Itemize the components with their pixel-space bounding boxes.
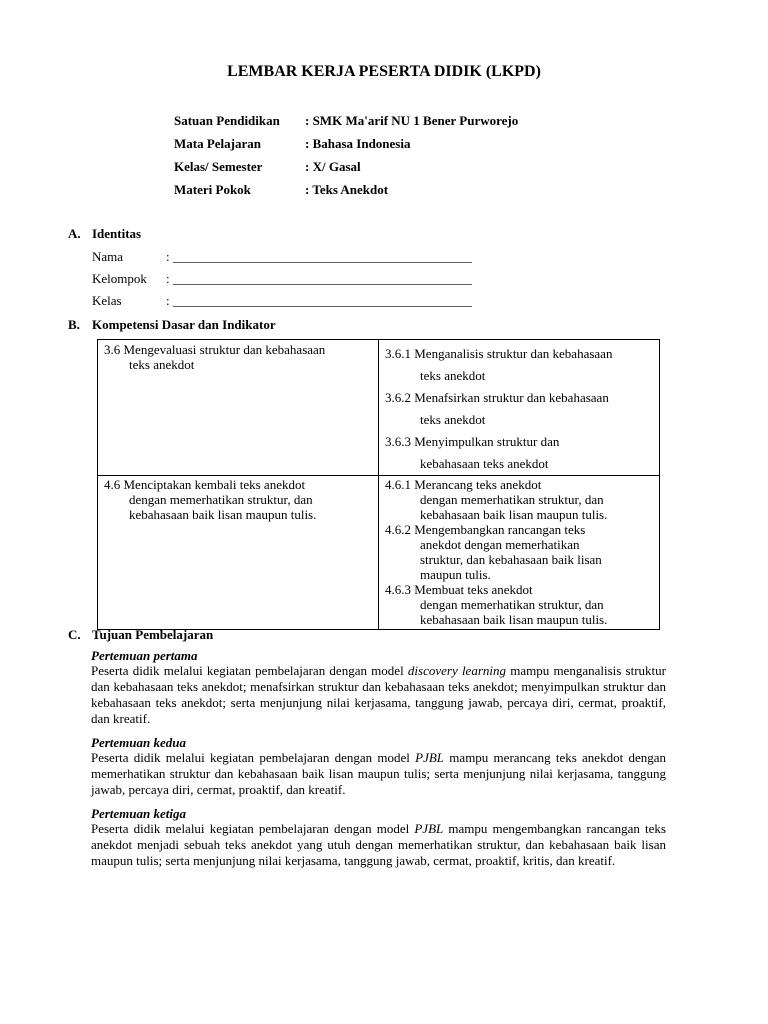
indicator-text: struktur, dan kebahasaan baik lisan xyxy=(420,552,602,567)
indicator-text: 4.6.1 Merancang teks anekdot xyxy=(385,477,542,492)
section-title: Tujuan Pembelajaran xyxy=(92,627,214,642)
indicator-text: 4.6.2 Mengembangkan rancangan teks xyxy=(385,522,586,537)
field-label: Kelompok xyxy=(92,271,147,286)
indicator-text: teks anekdot xyxy=(420,412,486,427)
kd-cell xyxy=(98,476,379,630)
table-row xyxy=(98,340,660,476)
identity-fields xyxy=(92,249,472,315)
objective-text-post: mampu menganalisis struktur dan kebahasaan teks anekdot; menafsirkan struktur dan kebahasaan teks anekdot; menyimpulkan struktur dan kebahasaan teks anekdot; serta menjunjung nilai kerjasama, tanggung jawab, percaya diri, cermat, proaktif, dan kreatif. xyxy=(91,663,666,726)
meta-label: Kelas/ Semester xyxy=(174,159,263,174)
objective-text xyxy=(91,750,666,798)
indicator-text: 3.6.1 Menganalisis struktur dan kebahasaan xyxy=(385,346,613,361)
meta-row-materi xyxy=(174,182,518,205)
objective-text xyxy=(91,821,666,869)
section-letter: B. xyxy=(68,317,80,332)
model-name: discovery learning xyxy=(407,663,506,678)
meeting-title: Pertemuan kedua xyxy=(91,735,186,750)
identity-row-kelas[interactable] xyxy=(92,293,472,315)
meta-value: : Bahasa Indonesia xyxy=(305,136,411,151)
section-letter: A. xyxy=(68,226,81,241)
section-a-heading xyxy=(68,226,141,241)
model-name: PJBL xyxy=(415,750,445,765)
kd-text: 3.6 Mengevaluasi struktur dan kebahasaan xyxy=(104,342,326,357)
indicator-text: teks anekdot xyxy=(420,368,486,383)
indicator-text: kebahasaan teks anekdot xyxy=(420,456,549,471)
indicator-text: kebahasaan baik lisan maupun tulis. xyxy=(420,507,608,522)
indicator-text: dengan memerhatikan struktur, dan xyxy=(420,492,604,507)
meta-row-mapel xyxy=(174,136,518,159)
kd-text: dengan memerhatikan struktur, dan xyxy=(129,492,313,507)
indicator-text: 3.6.2 Menafsirkan struktur dan kebahasaan xyxy=(385,390,609,405)
objective-block xyxy=(91,648,666,727)
indicator-text: maupun tulis. xyxy=(420,567,491,582)
objective-text-post: mampu mengembangkan rancangan teks anekdot menjadi sebuah teks anekdot yang utuh dengan memerhatikan struktur, dan kebahasaan baik lisan maupun tulis; serta menjunjung nilai kerjasama, tanggung jawab, cermat, proaktif, kritis, dan kreatif. xyxy=(91,821,666,868)
indicator-text: dengan memerhatikan struktur, dan xyxy=(420,597,604,612)
class-field[interactable]: : ______________________________________________ xyxy=(166,293,472,308)
objective-text-post: mampu merancang teks anekdot dengan memerhatikan struktur dan kebahasaan baik lisan maupun tulis; serta menjunjung nilai kerjasama, tanggung jawab, percaya diri, cermat, proaktif, dan kreatif. xyxy=(91,750,666,797)
section-title: Identitas xyxy=(92,226,142,241)
kd-text: 4.6 Menciptakan kembali teks anekdot xyxy=(104,477,306,492)
meeting-title: Pertemuan pertama xyxy=(91,648,198,663)
objective-text-pre: Peserta didik melalui kegiatan pembelajaran dengan model xyxy=(91,663,408,678)
name-field[interactable]: : ______________________________________________ xyxy=(166,249,472,264)
meeting-title: Pertemuan ketiga xyxy=(91,806,186,821)
page-title: LEMBAR KERJA PESERTA DIDIK (LKPD) xyxy=(227,63,541,80)
meta-value: : SMK Ma'arif NU 1 Bener Purworejo xyxy=(305,113,519,128)
indicator-cell xyxy=(379,340,660,476)
objective-block xyxy=(91,806,666,869)
table-row xyxy=(98,476,660,630)
kd-cell xyxy=(98,340,379,476)
indicator-text: 3.6.3 Menyimpulkan struktur dan xyxy=(385,434,560,449)
identity-row-kelompok[interactable] xyxy=(92,271,472,293)
kd-text: kebahasaan baik lisan maupun tulis. xyxy=(129,507,317,522)
kd-text: teks anekdot xyxy=(129,357,195,372)
objective-block xyxy=(91,735,666,798)
group-field[interactable]: : ______________________________________________ xyxy=(166,271,472,286)
objective-text-pre: Peserta didik melalui kegiatan pembelajaran dengan model xyxy=(91,821,415,836)
meta-row-satuan xyxy=(174,113,518,136)
meta-label: Mata Pelajaran xyxy=(174,136,262,151)
meta-value: : X/ Gasal xyxy=(305,159,361,174)
identity-row-nama[interactable] xyxy=(92,249,472,271)
meta-label: Materi Pokok xyxy=(174,182,251,197)
section-c-heading xyxy=(68,627,213,642)
field-label: Kelas xyxy=(92,293,122,308)
objective-text xyxy=(91,663,666,727)
section-letter: C. xyxy=(68,627,81,642)
section-title: Kompetensi Dasar dan Indikator xyxy=(92,317,276,332)
field-label: Nama xyxy=(92,249,124,264)
indicator-text: anekdot dengan memerhatikan xyxy=(420,537,580,552)
indicator-cell xyxy=(379,476,660,630)
school-info xyxy=(174,113,518,205)
indicator-text: kebahasaan baik lisan maupun tulis. xyxy=(420,612,608,627)
meta-label: Satuan Pendidikan xyxy=(174,113,280,128)
meta-value: : Teks Anekdot xyxy=(305,182,389,197)
indicator-text: 4.6.3 Membuat teks anekdot xyxy=(385,582,533,597)
competency-table xyxy=(97,339,660,630)
meta-row-kelas xyxy=(174,159,518,182)
section-b-heading xyxy=(68,317,276,332)
objective-text-pre: Peserta didik melalui kegiatan pembelajaran dengan model xyxy=(91,750,416,765)
model-name: PJBL xyxy=(414,821,444,836)
learning-objectives xyxy=(91,648,666,877)
